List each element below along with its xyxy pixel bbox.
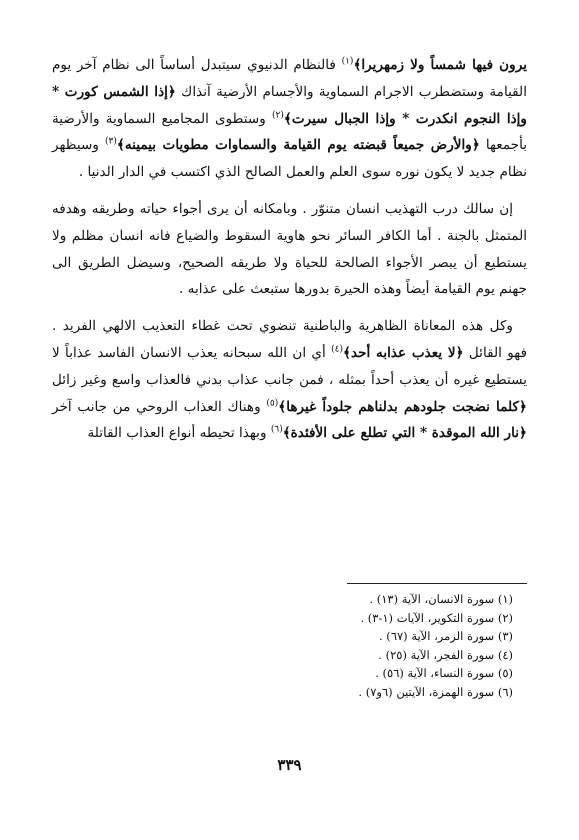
footnotes-list	[213, 590, 513, 702]
text-run: وكل هذه المعاناة الظاهرية والباطنية تنضوي تحت غطاء التعذيب الالهي الفريد . فهو القائل	[52, 318, 527, 361]
footnote-ref: (٥)	[266, 398, 279, 409]
text-run: فالنظام الدنيوي سيتبدل أساساً الى نظام آخر يوم القيامة وستضطرب الاجرام السماوية والأجسام الأرضية آنذاك	[52, 57, 527, 100]
footnote-ref: (١)	[341, 56, 354, 67]
footnote-ref: (٦)	[270, 424, 283, 435]
quran-quote: ﴿والأرض جميعاً قبضته يوم القيامة والسماوات مطويات بيمينه﴾	[116, 137, 480, 154]
paragraph	[52, 196, 527, 303]
footnote-ref: (٢)	[272, 110, 284, 121]
footnote: (١) سورة الانسان، الآية (١٣) .	[369, 592, 513, 606]
text-run: وسيظهر نظام جديد لا يكون نوره سوى العلم والعمل الصالح الذي اكتسب في الدار الدنيا .	[52, 137, 527, 181]
quran-quote: ﴿إذا الشمس كورت * وإذا النجوم انكدرت * وإذا الجبال سيرت﴾	[52, 83, 527, 127]
paragraph	[52, 313, 527, 447]
footnote: (٣) سورة الزمر، الآية (٦٧) .	[379, 629, 513, 644]
text-run: وستطوى المجاميع السماوية والأرضية بأجمعها	[52, 110, 528, 154]
footnote: (٢) سورة التكوير، الآيات (١-٣) .	[360, 610, 513, 625]
footnote-ref: (٤)	[331, 344, 344, 355]
main-text	[52, 52, 527, 457]
text-run: وهناك العذاب الروحي من جانب آخر	[52, 398, 267, 415]
paragraph	[52, 52, 527, 186]
footnote: (٥) سورة النساء، الآية (٥٦) .	[375, 666, 513, 681]
footnote: (٦) سورة الهمزة، الآيتين (٦و٧) .	[358, 684, 513, 699]
footnote: (٤) سورة الفجر، الآية (٢٥) .	[378, 647, 513, 662]
text-run: إن سالك درب التهذيب انسان متنوّر . وبامكانه أن يرى أجواء حياته وطريقه وهدفه المتمثل بالجنة . أما الكافر السائر نحو هاوية السقوط والضياع فانه انسان مظلم ولا يستطيع أن يبصر الأجواء الصالحة للحياة ولا طريقه الصحيح، وسيضل الطريق الى جهنم يوم القيامة أيضاً وهذه الحيرة بدورها ستبعث على عذابه .	[52, 200, 527, 298]
footnote-ref: (٣)	[105, 136, 117, 147]
page-number: ٣٣٩	[277, 756, 302, 774]
text-run: وبهذا تحيطه أنواع العذاب القاتلة	[87, 425, 271, 442]
quran-quote: ﴿كلما نضجت جلودهم بدلناهم جلوداً غيرها﴾	[278, 398, 527, 415]
text-run: أي ان الله سبحانه يعذب الانسان الفاسد عذاباً لا يستطيع غيره أن يعذب أحداً بمثله ، فمن جانب عذاب بدني فالعذاب واسع وغير زائل	[52, 344, 527, 388]
footnote-separator	[347, 583, 527, 584]
quran-quote: ﴿نار الله الموقدة * التي تطلع على الأفئدة﴾	[282, 425, 527, 442]
quran-quote: ﴿لا يعذب عذابه أحد﴾	[343, 344, 464, 361]
quran-quote: يرون فيها شمساً ولا زمهريرا﴾	[353, 57, 527, 73]
